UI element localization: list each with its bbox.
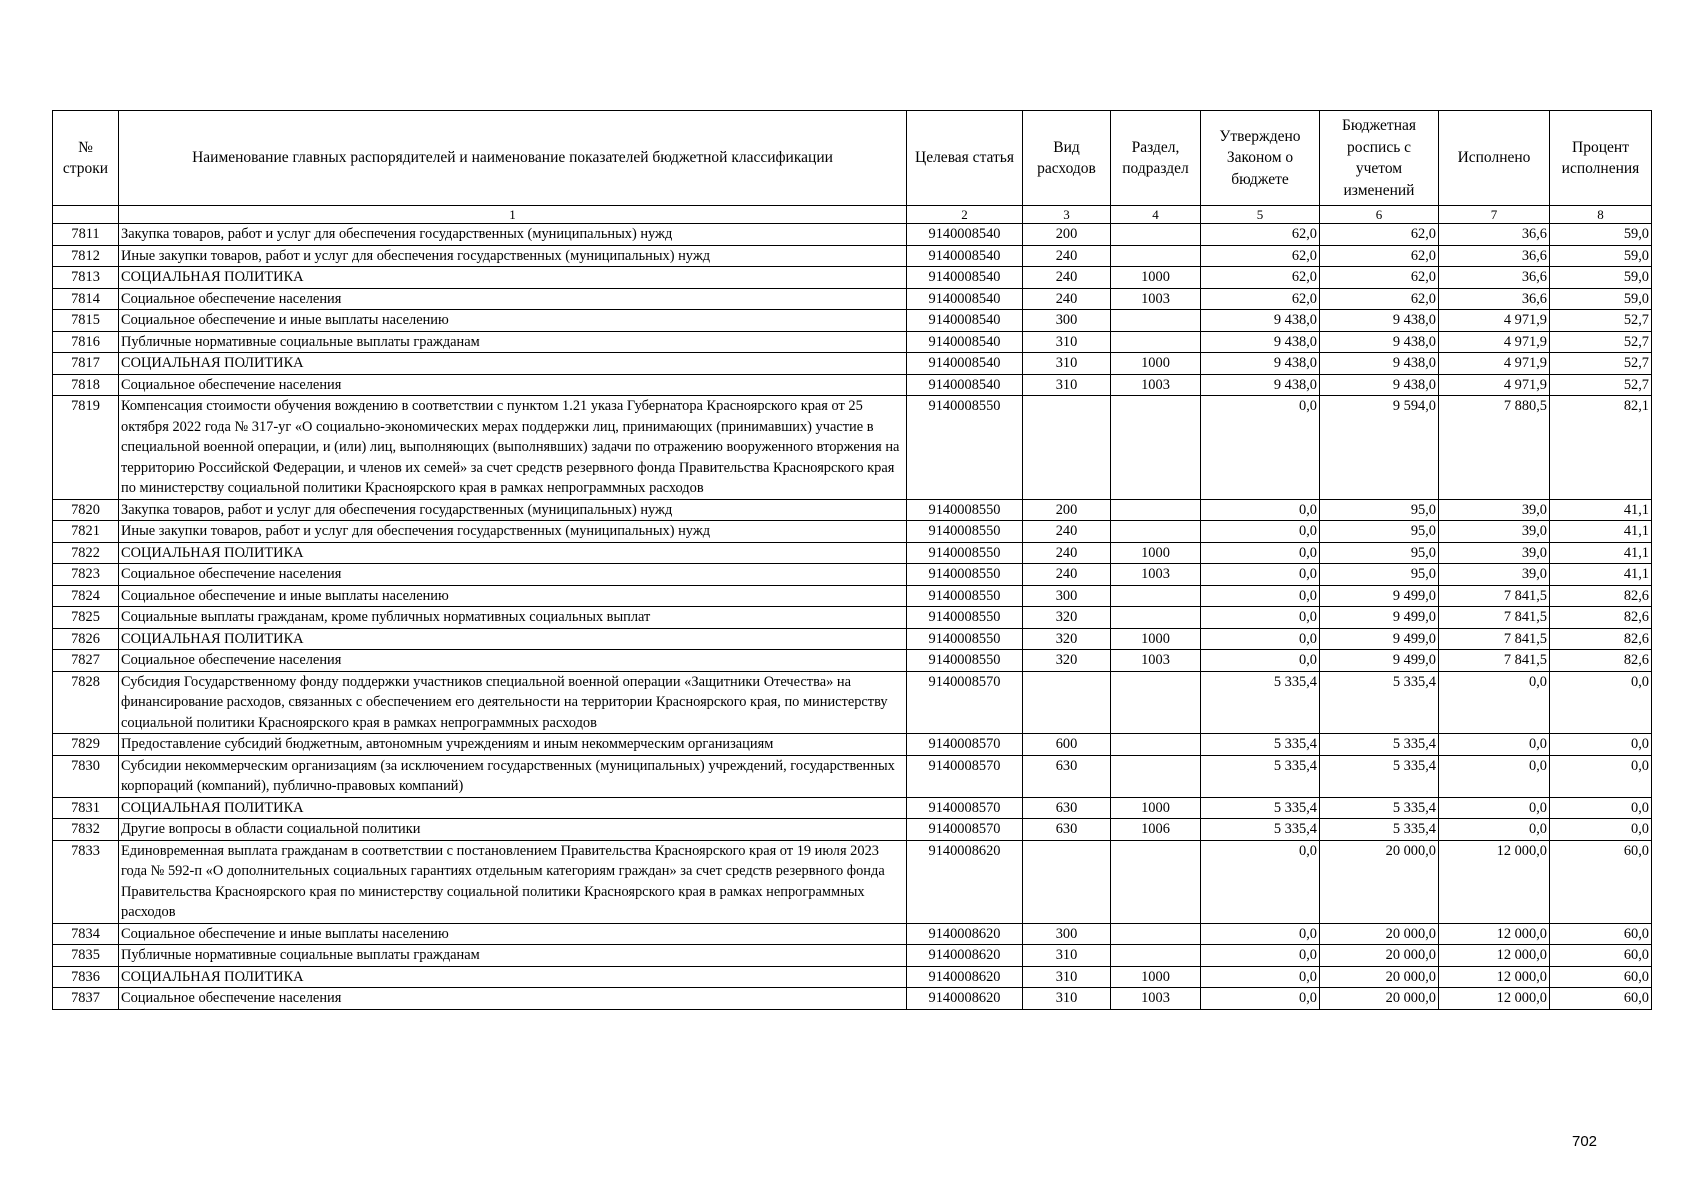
- row-number: 7820: [53, 499, 119, 521]
- column-number: 6: [1320, 206, 1439, 224]
- row-budget-schedule: 20 000,0: [1320, 988, 1439, 1010]
- table-row: [53, 945, 1652, 967]
- table-row: [53, 840, 1652, 923]
- row-number: 7829: [53, 734, 119, 756]
- table-row: [53, 374, 1652, 396]
- row-section: [1111, 671, 1201, 734]
- row-budget-schedule: 9 438,0: [1320, 374, 1439, 396]
- table-row: [53, 966, 1652, 988]
- row-target-article: 9140008550: [907, 650, 1023, 672]
- row-expense-type: 310: [1023, 988, 1111, 1010]
- table-row: [53, 988, 1652, 1010]
- row-approved: 5 335,4: [1201, 755, 1320, 797]
- header-budget-schedule: Бюджетная роспись с учетом изменений: [1320, 111, 1439, 206]
- row-percent: 41,1: [1550, 564, 1652, 586]
- row-section: [1111, 521, 1201, 543]
- row-expense-type: 200: [1023, 224, 1111, 246]
- row-budget-schedule: 5 335,4: [1320, 819, 1439, 841]
- row-section: 1000: [1111, 267, 1201, 289]
- row-name: Иные закупки товаров, работ и услуг для обеспечения государственных (муниципальных) нужд: [119, 521, 907, 543]
- row-executed: 0,0: [1439, 671, 1550, 734]
- row-section: 1000: [1111, 797, 1201, 819]
- row-budget-schedule: 95,0: [1320, 542, 1439, 564]
- column-number: 8: [1550, 206, 1652, 224]
- row-budget-schedule: 9 499,0: [1320, 628, 1439, 650]
- row-number: 7824: [53, 585, 119, 607]
- row-approved: 0,0: [1201, 499, 1320, 521]
- row-budget-schedule: 95,0: [1320, 564, 1439, 586]
- row-percent: 0,0: [1550, 755, 1652, 797]
- table-row: [53, 923, 1652, 945]
- row-target-article: 9140008570: [907, 819, 1023, 841]
- row-percent: 60,0: [1550, 923, 1652, 945]
- row-expense-type: 310: [1023, 331, 1111, 353]
- row-approved: 0,0: [1201, 840, 1320, 923]
- row-approved: 0,0: [1201, 945, 1320, 967]
- row-number: 7815: [53, 310, 119, 332]
- table-row: [53, 671, 1652, 734]
- budget-table: [52, 110, 1652, 1010]
- page-number: 702: [1572, 1133, 1598, 1150]
- row-name: Компенсация стоимости обучения вождению в соответствии с пунктом 1.21 указа Губернатора Красноярского края от 25 октября 2022 года № 317-уг «О социально-экономических мерах поддержки лиц, принимающих (принимавших) участие в специальной военной операции, и (или) лиц, выполняющих (выполнявших) задачи по отражению вооруженного вторжения на территорию Российской Федерации, и членов их семей» за счет средств резервного фонда Правительства Красноярского края по министерству социальной политики Красноярского края в рамках непрограммных расходов: [119, 396, 907, 500]
- header-section: Раздел, подраздел: [1111, 111, 1201, 206]
- row-executed: 4 971,9: [1439, 331, 1550, 353]
- row-expense-type: 200: [1023, 499, 1111, 521]
- row-section: [1111, 331, 1201, 353]
- row-executed: 36,6: [1439, 288, 1550, 310]
- row-budget-schedule: 9 438,0: [1320, 331, 1439, 353]
- row-target-article: 9140008550: [907, 585, 1023, 607]
- table-row: [53, 755, 1652, 797]
- row-expense-type: 320: [1023, 650, 1111, 672]
- row-percent: 41,1: [1550, 499, 1652, 521]
- table-row: [53, 542, 1652, 564]
- row-number: 7830: [53, 755, 119, 797]
- table-row: [53, 288, 1652, 310]
- row-percent: 60,0: [1550, 988, 1652, 1010]
- row-expense-type: 300: [1023, 585, 1111, 607]
- row-budget-schedule: 20 000,0: [1320, 840, 1439, 923]
- row-target-article: 9140008620: [907, 945, 1023, 967]
- header-target-article: Целевая статья: [907, 111, 1023, 206]
- row-budget-schedule: 20 000,0: [1320, 945, 1439, 967]
- row-target-article: 9140008540: [907, 288, 1023, 310]
- row-expense-type: 630: [1023, 755, 1111, 797]
- row-percent: 82,6: [1550, 585, 1652, 607]
- row-percent: 82,6: [1550, 650, 1652, 672]
- row-number: 7814: [53, 288, 119, 310]
- row-expense-type: 300: [1023, 923, 1111, 945]
- table-row: [53, 797, 1652, 819]
- row-name: Субсидия Государственному фонду поддержки участников специальной военной операции «Защитники Отечества» на финансирование расходов, связанных с обеспечением его деятельности на территории Красноярского края, по министерству социальной политики Красноярского края в рамках непрограммных расходов: [119, 671, 907, 734]
- row-number: 7831: [53, 797, 119, 819]
- row-percent: 41,1: [1550, 542, 1652, 564]
- row-number: 7811: [53, 224, 119, 246]
- row-target-article: 9140008550: [907, 628, 1023, 650]
- row-number: 7833: [53, 840, 119, 923]
- row-executed: 12 000,0: [1439, 988, 1550, 1010]
- row-approved: 5 335,4: [1201, 797, 1320, 819]
- row-percent: 52,7: [1550, 310, 1652, 332]
- row-expense-type: 240: [1023, 288, 1111, 310]
- header-row-number: № строки: [53, 111, 119, 206]
- row-section: 1003: [1111, 288, 1201, 310]
- row-expense-type: 630: [1023, 797, 1111, 819]
- row-name: Единовременная выплата гражданам в соответствии с постановлением Правительства Красноярского края от 19 июля 2023 года № 592-п «О дополнительных социальных гарантиях отдельным категориям граждан» за счет средств резервного фонда Правительства Красноярского края по министерству социальной политики Красноярского края в рамках непрограммных расходов: [119, 840, 907, 923]
- row-number: 7822: [53, 542, 119, 564]
- row-section: [1111, 945, 1201, 967]
- row-target-article: 9140008570: [907, 671, 1023, 734]
- column-number-blank: [53, 206, 119, 224]
- row-executed: 36,6: [1439, 224, 1550, 246]
- row-approved: 0,0: [1201, 396, 1320, 500]
- row-name: СОЦИАЛЬНАЯ ПОЛИТИКА: [119, 542, 907, 564]
- row-expense-type: 310: [1023, 966, 1111, 988]
- row-section: [1111, 734, 1201, 756]
- row-percent: 0,0: [1550, 671, 1652, 734]
- row-section: 1000: [1111, 966, 1201, 988]
- header-row: [53, 111, 1652, 206]
- row-approved: 0,0: [1201, 607, 1320, 629]
- table-row: [53, 396, 1652, 500]
- row-budget-schedule: 5 335,4: [1320, 671, 1439, 734]
- row-executed: 4 971,9: [1439, 353, 1550, 375]
- row-approved: 5 335,4: [1201, 734, 1320, 756]
- row-percent: 0,0: [1550, 734, 1652, 756]
- row-approved: 9 438,0: [1201, 374, 1320, 396]
- row-budget-schedule: 95,0: [1320, 499, 1439, 521]
- row-name: СОЦИАЛЬНАЯ ПОЛИТИКА: [119, 797, 907, 819]
- row-number: 7818: [53, 374, 119, 396]
- row-approved: 0,0: [1201, 542, 1320, 564]
- row-number: 7813: [53, 267, 119, 289]
- row-target-article: 9140008570: [907, 755, 1023, 797]
- row-number: 7812: [53, 245, 119, 267]
- row-number: 7816: [53, 331, 119, 353]
- row-target-article: 9140008540: [907, 245, 1023, 267]
- row-section: [1111, 224, 1201, 246]
- row-budget-schedule: 5 335,4: [1320, 755, 1439, 797]
- row-percent: 52,7: [1550, 331, 1652, 353]
- row-executed: 12 000,0: [1439, 966, 1550, 988]
- row-name: Социальное обеспечение населения: [119, 988, 907, 1010]
- row-approved: 0,0: [1201, 650, 1320, 672]
- row-approved: 62,0: [1201, 245, 1320, 267]
- row-name: Публичные нормативные социальные выплаты гражданам: [119, 945, 907, 967]
- row-name: СОЦИАЛЬНАЯ ПОЛИТИКА: [119, 267, 907, 289]
- table-row: [53, 734, 1652, 756]
- row-percent: 82,6: [1550, 607, 1652, 629]
- row-target-article: 9140008620: [907, 923, 1023, 945]
- row-name: Социальное обеспечение населения: [119, 564, 907, 586]
- row-approved: 0,0: [1201, 564, 1320, 586]
- row-expense-type: [1023, 840, 1111, 923]
- row-budget-schedule: 9 438,0: [1320, 310, 1439, 332]
- row-percent: 60,0: [1550, 840, 1652, 923]
- row-target-article: 9140008540: [907, 310, 1023, 332]
- row-executed: 7 880,5: [1439, 396, 1550, 500]
- row-number: 7825: [53, 607, 119, 629]
- row-percent: 59,0: [1550, 288, 1652, 310]
- row-target-article: 9140008550: [907, 542, 1023, 564]
- row-executed: 7 841,5: [1439, 650, 1550, 672]
- row-target-article: 9140008550: [907, 396, 1023, 500]
- row-expense-type: [1023, 671, 1111, 734]
- header-percent: Процент исполнения: [1550, 111, 1652, 206]
- row-budget-schedule: 9 499,0: [1320, 607, 1439, 629]
- header-approved: Утверждено Законом о бюджете: [1201, 111, 1320, 206]
- row-budget-schedule: 5 335,4: [1320, 797, 1439, 819]
- row-section: [1111, 607, 1201, 629]
- row-executed: 12 000,0: [1439, 840, 1550, 923]
- row-budget-schedule: 9 499,0: [1320, 585, 1439, 607]
- row-number: 7832: [53, 819, 119, 841]
- row-target-article: 9140008550: [907, 607, 1023, 629]
- row-budget-schedule: 5 335,4: [1320, 734, 1439, 756]
- row-number: 7828: [53, 671, 119, 734]
- row-section: [1111, 923, 1201, 945]
- row-expense-type: 310: [1023, 945, 1111, 967]
- table-row: [53, 585, 1652, 607]
- row-target-article: 9140008570: [907, 797, 1023, 819]
- row-percent: 82,1: [1550, 396, 1652, 500]
- row-name: Социальное обеспечение и иные выплаты населению: [119, 310, 907, 332]
- row-approved: 9 438,0: [1201, 353, 1320, 375]
- row-name: Публичные нормативные социальные выплаты гражданам: [119, 331, 907, 353]
- row-name: Иные закупки товаров, работ и услуг для обеспечения государственных (муниципальных) нужд: [119, 245, 907, 267]
- header-expense-type: Вид расходов: [1023, 111, 1111, 206]
- table-row: [53, 499, 1652, 521]
- column-number: 5: [1201, 206, 1320, 224]
- table-row: [53, 628, 1652, 650]
- header-name: Наименование главных распорядителей и наименование показателей бюджетной классификации: [119, 111, 907, 206]
- row-approved: 62,0: [1201, 267, 1320, 289]
- row-name: Закупка товаров, работ и услуг для обеспечения государственных (муниципальных) нужд: [119, 499, 907, 521]
- row-section: [1111, 396, 1201, 500]
- table-row: [53, 521, 1652, 543]
- row-approved: 0,0: [1201, 585, 1320, 607]
- row-section: 1000: [1111, 353, 1201, 375]
- table-row: [53, 245, 1652, 267]
- row-name: Субсидии некоммерческим организациям (за исключением государственных (муниципальных) учреждений, государственных корпораций (компаний), публично-правовых компаний): [119, 755, 907, 797]
- row-budget-schedule: 9 438,0: [1320, 353, 1439, 375]
- row-approved: 5 335,4: [1201, 671, 1320, 734]
- header-executed: Исполнено: [1439, 111, 1550, 206]
- row-budget-schedule: 62,0: [1320, 224, 1439, 246]
- row-approved: 0,0: [1201, 923, 1320, 945]
- row-percent: 60,0: [1550, 945, 1652, 967]
- row-section: [1111, 310, 1201, 332]
- row-name: СОЦИАЛЬНАЯ ПОЛИТИКА: [119, 628, 907, 650]
- row-name: Социальное обеспечение населения: [119, 374, 907, 396]
- row-section: 1000: [1111, 628, 1201, 650]
- column-number: 3: [1023, 206, 1111, 224]
- table-row: [53, 564, 1652, 586]
- row-budget-schedule: 9 499,0: [1320, 650, 1439, 672]
- table-row: [53, 267, 1652, 289]
- table-header: [53, 111, 1652, 224]
- row-name: СОЦИАЛЬНАЯ ПОЛИТИКА: [119, 353, 907, 375]
- row-expense-type: 240: [1023, 267, 1111, 289]
- row-target-article: 9140008620: [907, 988, 1023, 1010]
- row-name: Социальное обеспечение населения: [119, 650, 907, 672]
- row-executed: 36,6: [1439, 267, 1550, 289]
- row-name: Другие вопросы в области социальной политики: [119, 819, 907, 841]
- table-body: [53, 224, 1652, 1010]
- row-expense-type: 240: [1023, 542, 1111, 564]
- row-target-article: 9140008550: [907, 499, 1023, 521]
- row-number: 7823: [53, 564, 119, 586]
- row-budget-schedule: 62,0: [1320, 245, 1439, 267]
- row-expense-type: 320: [1023, 628, 1111, 650]
- row-percent: 52,7: [1550, 374, 1652, 396]
- row-approved: 9 438,0: [1201, 310, 1320, 332]
- row-budget-schedule: 9 594,0: [1320, 396, 1439, 500]
- column-number: 7: [1439, 206, 1550, 224]
- row-number: 7819: [53, 396, 119, 500]
- row-number: 7826: [53, 628, 119, 650]
- row-budget-schedule: 62,0: [1320, 288, 1439, 310]
- row-approved: 9 438,0: [1201, 331, 1320, 353]
- row-target-article: 9140008620: [907, 966, 1023, 988]
- row-name: Социальное обеспечение и иные выплаты населению: [119, 923, 907, 945]
- row-number: 7817: [53, 353, 119, 375]
- row-executed: 36,6: [1439, 245, 1550, 267]
- row-section: [1111, 499, 1201, 521]
- row-approved: 0,0: [1201, 521, 1320, 543]
- row-expense-type: [1023, 396, 1111, 500]
- row-expense-type: 240: [1023, 564, 1111, 586]
- row-percent: 59,0: [1550, 267, 1652, 289]
- row-target-article: 9140008550: [907, 521, 1023, 543]
- row-executed: 4 971,9: [1439, 374, 1550, 396]
- row-target-article: 9140008620: [907, 840, 1023, 923]
- row-expense-type: 240: [1023, 245, 1111, 267]
- row-approved: 0,0: [1201, 988, 1320, 1010]
- row-section: [1111, 585, 1201, 607]
- row-number: 7834: [53, 923, 119, 945]
- row-executed: 0,0: [1439, 755, 1550, 797]
- row-executed: 0,0: [1439, 734, 1550, 756]
- table-row: [53, 331, 1652, 353]
- row-expense-type: 310: [1023, 374, 1111, 396]
- row-number: 7821: [53, 521, 119, 543]
- row-approved: 0,0: [1201, 628, 1320, 650]
- row-executed: 12 000,0: [1439, 923, 1550, 945]
- row-name: Закупка товаров, работ и услуг для обеспечения государственных (муниципальных) нужд: [119, 224, 907, 246]
- row-number: 7835: [53, 945, 119, 967]
- row-section: [1111, 840, 1201, 923]
- row-approved: 0,0: [1201, 966, 1320, 988]
- column-number-row: [53, 206, 1652, 224]
- row-name: Социальные выплаты гражданам, кроме публичных нормативных социальных выплат: [119, 607, 907, 629]
- row-number: 7837: [53, 988, 119, 1010]
- row-name: СОЦИАЛЬНАЯ ПОЛИТИКА: [119, 966, 907, 988]
- row-percent: 59,0: [1550, 245, 1652, 267]
- row-approved: 62,0: [1201, 224, 1320, 246]
- row-section: 1003: [1111, 564, 1201, 586]
- row-percent: 52,7: [1550, 353, 1652, 375]
- row-executed: 39,0: [1439, 499, 1550, 521]
- row-section: 1003: [1111, 650, 1201, 672]
- row-percent: 82,6: [1550, 628, 1652, 650]
- row-target-article: 9140008540: [907, 353, 1023, 375]
- row-executed: 7 841,5: [1439, 607, 1550, 629]
- row-executed: 4 971,9: [1439, 310, 1550, 332]
- row-approved: 62,0: [1201, 288, 1320, 310]
- row-name: Социальное обеспечение населения: [119, 288, 907, 310]
- row-section: 1006: [1111, 819, 1201, 841]
- row-name: Социальное обеспечение и иные выплаты населению: [119, 585, 907, 607]
- column-number: 1: [119, 206, 907, 224]
- row-target-article: 9140008550: [907, 564, 1023, 586]
- row-budget-schedule: 95,0: [1320, 521, 1439, 543]
- row-percent: 0,0: [1550, 819, 1652, 841]
- row-executed: 0,0: [1439, 819, 1550, 841]
- row-expense-type: 310: [1023, 353, 1111, 375]
- row-percent: 0,0: [1550, 797, 1652, 819]
- row-expense-type: 240: [1023, 521, 1111, 543]
- row-target-article: 9140008540: [907, 331, 1023, 353]
- row-approved: 5 335,4: [1201, 819, 1320, 841]
- row-expense-type: 600: [1023, 734, 1111, 756]
- row-target-article: 9140008540: [907, 224, 1023, 246]
- table-row: [53, 607, 1652, 629]
- table-row: [53, 650, 1652, 672]
- row-executed: 12 000,0: [1439, 945, 1550, 967]
- row-executed: 39,0: [1439, 542, 1550, 564]
- row-budget-schedule: 20 000,0: [1320, 923, 1439, 945]
- row-executed: 39,0: [1439, 564, 1550, 586]
- row-number: 7827: [53, 650, 119, 672]
- table-row: [53, 353, 1652, 375]
- row-percent: 41,1: [1550, 521, 1652, 543]
- row-executed: 7 841,5: [1439, 628, 1550, 650]
- row-expense-type: 320: [1023, 607, 1111, 629]
- row-target-article: 9140008540: [907, 374, 1023, 396]
- row-executed: 0,0: [1439, 797, 1550, 819]
- row-budget-schedule: 62,0: [1320, 267, 1439, 289]
- row-section: [1111, 755, 1201, 797]
- row-expense-type: 300: [1023, 310, 1111, 332]
- table-row: [53, 310, 1652, 332]
- row-section: [1111, 245, 1201, 267]
- row-executed: 39,0: [1439, 521, 1550, 543]
- column-number: 4: [1111, 206, 1201, 224]
- row-number: 7836: [53, 966, 119, 988]
- row-target-article: 9140008570: [907, 734, 1023, 756]
- row-expense-type: 630: [1023, 819, 1111, 841]
- row-section: 1000: [1111, 542, 1201, 564]
- row-section: 1003: [1111, 374, 1201, 396]
- row-percent: 60,0: [1550, 966, 1652, 988]
- row-budget-schedule: 20 000,0: [1320, 966, 1439, 988]
- row-name: Предоставление субсидий бюджетным, автономным учреждениям и иным некоммерческим организациям: [119, 734, 907, 756]
- row-target-article: 9140008540: [907, 267, 1023, 289]
- table-row: [53, 224, 1652, 246]
- table-row: [53, 819, 1652, 841]
- row-section: 1003: [1111, 988, 1201, 1010]
- row-executed: 7 841,5: [1439, 585, 1550, 607]
- budget-sheet: [52, 110, 1652, 1010]
- column-number: 2: [907, 206, 1023, 224]
- row-percent: 59,0: [1550, 224, 1652, 246]
